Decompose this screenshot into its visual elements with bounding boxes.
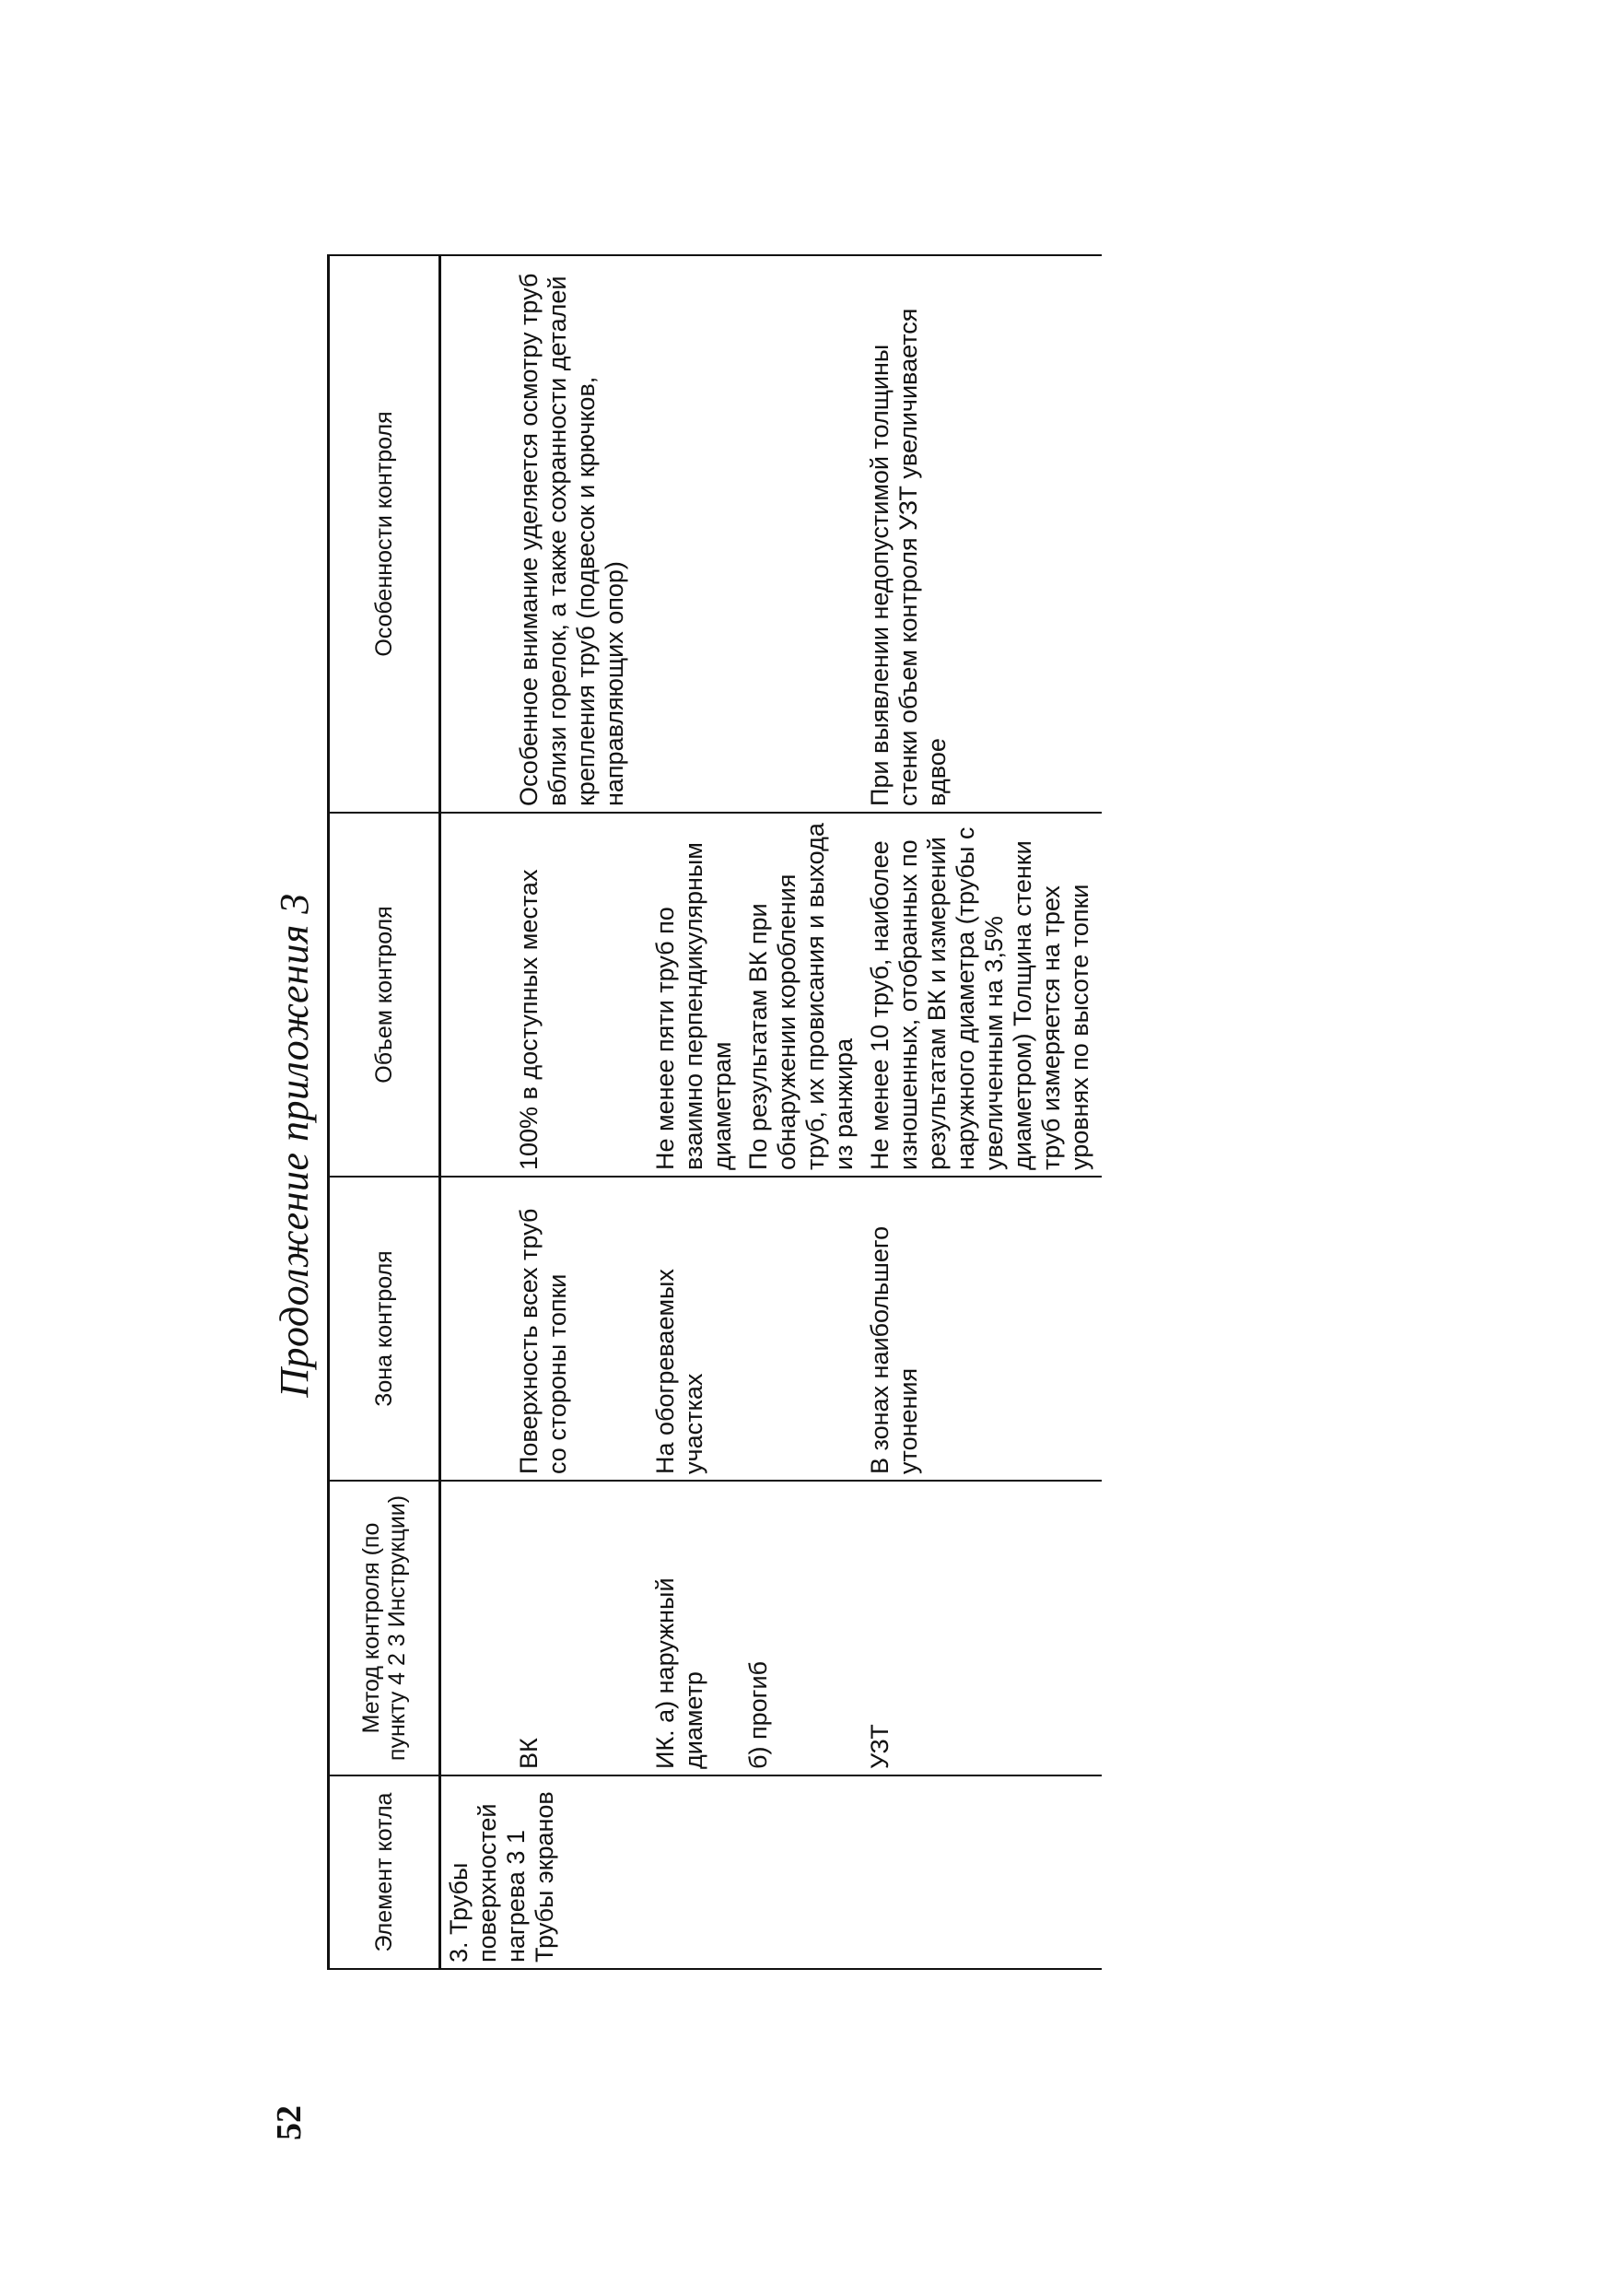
cell-element: 3. Трубы поверхностей нагрева 3 1 Трубы экранов <box>440 1775 634 1969</box>
inspection-table <box>327 254 1102 1970</box>
cell-method: б) прогиб <box>741 1481 862 1775</box>
cell-features <box>633 255 741 813</box>
sheet-content <box>263 256 1488 2034</box>
table-row <box>633 255 741 1969</box>
header-zone: Зона контроля <box>329 1177 440 1481</box>
cell-volume: Не менее 10 труб, наиболее изношенных, отобранных по результатам ВК и измерений наружного диаметра (трубы с увеличенным на 3,5% диаметром) Толщина стенки труб измеряется на трех уровнях по высоте топки <box>862 813 1102 1177</box>
cell-method: УЗТ <box>862 1481 1102 1775</box>
cell-volume: Не менее пяти труб по взаимно перпендикулярным диаметрам <box>633 813 741 1177</box>
header-element: Элемент котла <box>329 1775 440 1969</box>
cell-zone: В зонах наибольшего утонения <box>862 1177 1102 1481</box>
cell-zone: На обогреваемых участках <box>633 1177 741 1481</box>
header-features: Особенности контроля <box>329 255 440 813</box>
table-row <box>440 255 634 1969</box>
cell-volume: 100% в доступных местах <box>440 813 634 1177</box>
cell-element <box>862 1775 1102 1969</box>
cell-method: ВК <box>440 1481 634 1775</box>
cell-zone <box>741 1177 862 1481</box>
cell-element <box>741 1775 862 1969</box>
header-method: Метод контроля (по пункту 4 2 3 Инструкции) <box>329 1481 440 1775</box>
cell-element <box>633 1775 741 1969</box>
rotated-sheet <box>263 256 1488 2034</box>
header-volume: Объем контроля <box>329 813 440 1177</box>
cell-zone: Поверхность всех труб со стороны топки <box>440 1177 634 1481</box>
table-row <box>862 255 1102 1969</box>
appendix-caption: Продолжение приложения 3 <box>272 893 317 1398</box>
cell-features: Особенное внимание уделяется осмотру труб вблизи горелок, а также сохранности деталей крепления труб (подвесок и крючков, направляющих опор) <box>440 255 634 813</box>
cell-volume: По результатам ВК при обнаружении коробления труб, их провисания и выхода из ранжира <box>741 813 862 1177</box>
page-number: 52 <box>270 2105 309 2140</box>
cell-method: ИК. а) наружный диаметр <box>633 1481 741 1775</box>
table-row <box>741 255 862 1969</box>
table-header-row <box>329 255 440 1969</box>
cell-features: При выявлении недопустимой толщины стенки объем контроля УЗТ увеличивается вдвое <box>862 255 1102 813</box>
cell-features <box>741 255 862 813</box>
